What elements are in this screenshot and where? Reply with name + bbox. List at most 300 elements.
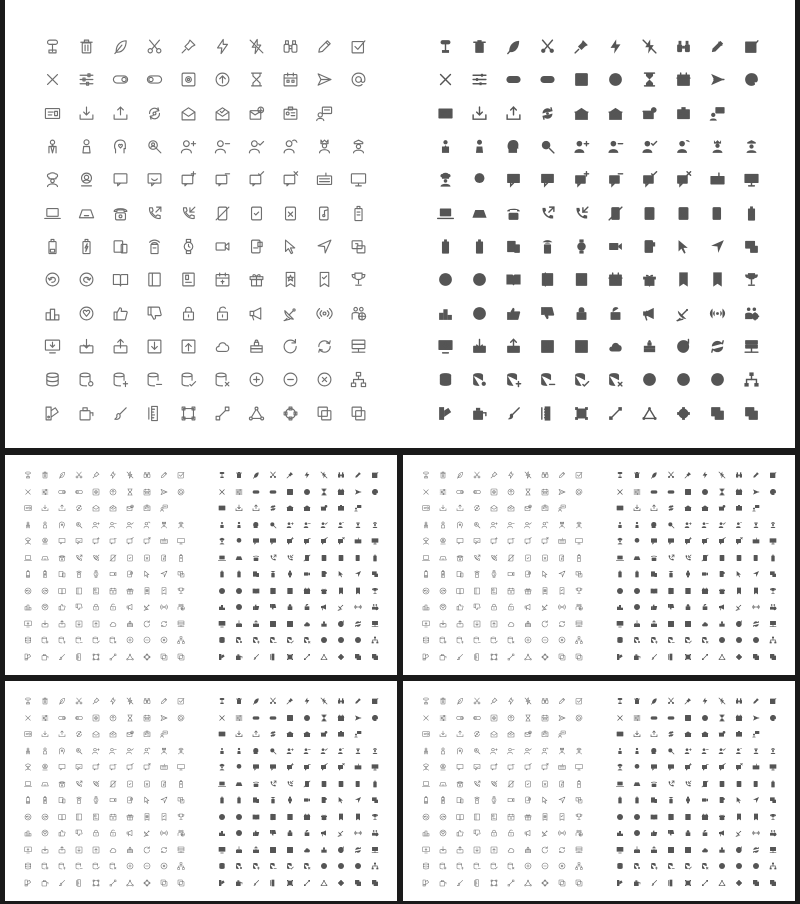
thumbs-up-icon (496, 297, 530, 330)
brush-icon (53, 875, 70, 892)
battery-low-icon (611, 792, 628, 809)
trash-icon (628, 693, 645, 710)
phone-in-icon (485, 776, 502, 793)
toggle-off-icon (662, 710, 679, 727)
database-x-icon (696, 858, 713, 875)
database-gear-icon (628, 858, 645, 875)
keyboard-icon (307, 163, 341, 196)
toggle-off-icon (264, 484, 281, 501)
binoculars-icon (138, 467, 155, 484)
thumbnail-solid-grid (611, 467, 781, 665)
phone-off-icon (205, 197, 239, 230)
chat-x-icon (536, 533, 553, 550)
trophy-icon (172, 809, 189, 826)
chat-add-icon (87, 533, 104, 550)
ribbon-star-icon (138, 583, 155, 600)
broadcast-icon (349, 599, 366, 616)
tablet-check-icon (632, 197, 666, 230)
refresh-icon (730, 842, 747, 859)
send-icon (155, 710, 172, 727)
megaphone-icon (315, 825, 332, 842)
unlock-icon (502, 825, 519, 842)
battery-charge-icon (230, 792, 247, 809)
database-add-icon (247, 632, 264, 649)
circle-nodes-icon (332, 649, 349, 666)
heart-circle-icon (230, 825, 247, 842)
thumbs-up-icon (451, 825, 468, 842)
phone-wifi-icon (264, 792, 281, 809)
podium-icon (19, 825, 36, 842)
podium-icon (611, 599, 628, 616)
sliders-icon (628, 484, 645, 501)
server-lock-icon (519, 842, 536, 859)
server-icon (172, 842, 189, 859)
inbox-in-icon (628, 842, 645, 859)
phone-tablet-icon (53, 792, 70, 809)
megaphone-icon (121, 825, 138, 842)
chat-bubble-icon (247, 533, 264, 550)
trophy-icon (570, 809, 587, 826)
desktop-download-icon (611, 842, 628, 859)
laptop-icon (213, 776, 230, 793)
no-bolt-icon (315, 467, 332, 484)
tablet-x-icon (666, 197, 700, 230)
circle-plus-icon (315, 632, 332, 649)
book-icon (468, 809, 485, 826)
thumbnail-slide-4 (403, 681, 795, 901)
battery-low-icon (19, 792, 36, 809)
user-smile-icon (536, 517, 553, 534)
user-bubble-icon (36, 759, 53, 776)
gift-calendar-icon (502, 583, 519, 600)
user-check-icon (632, 130, 666, 163)
user-bubble-icon (69, 163, 103, 196)
trash-icon (434, 467, 451, 484)
gift-icon (519, 583, 536, 600)
toggle-on-icon (247, 710, 264, 727)
pin-icon (281, 693, 298, 710)
redo-icon (434, 809, 451, 826)
unlock-icon (298, 599, 315, 616)
laptop-icon (611, 550, 628, 567)
people-globe-icon (172, 825, 189, 842)
megaphone-icon (519, 825, 536, 842)
gift-calendar-icon (298, 583, 315, 600)
mail-check-icon (696, 726, 713, 743)
inbox-out-icon (645, 616, 662, 633)
phone-off-icon (502, 776, 519, 793)
inbox-download-icon (36, 500, 53, 517)
toggle-on-icon (103, 63, 137, 96)
video-camera-icon (205, 230, 239, 263)
box-download-icon (530, 330, 564, 363)
database-remove-icon (468, 858, 485, 875)
gift-calendar-icon (205, 263, 239, 296)
database-gear-icon (434, 858, 451, 875)
path-nodes-icon (104, 875, 121, 892)
copy-front-icon (307, 397, 341, 430)
box-download-icon (70, 616, 87, 633)
user-bubble-icon (628, 533, 645, 550)
circle-minus-icon (666, 363, 700, 396)
box-upload-icon (281, 842, 298, 859)
select-box-icon (87, 649, 104, 666)
phone-in-icon (281, 550, 298, 567)
laptop-icon (611, 776, 628, 793)
pencil-icon (553, 693, 570, 710)
no-bolt-icon (632, 30, 666, 63)
shop-sign-icon (19, 467, 36, 484)
path-nodes-icon (298, 649, 315, 666)
shop-sign-icon (417, 693, 434, 710)
circle-plus-icon (632, 363, 666, 396)
tablet-check-icon (713, 550, 730, 567)
phone-off-icon (598, 197, 632, 230)
database-gear-icon (69, 363, 103, 396)
ribbon-check-icon (553, 583, 570, 600)
scissors-icon (137, 30, 171, 63)
at-sign-icon (172, 710, 189, 727)
search-user-icon (137, 130, 171, 163)
book-open-icon (53, 809, 70, 826)
heart-head-icon (53, 743, 70, 760)
no-bolt-icon (315, 693, 332, 710)
circle-x-icon (553, 858, 570, 875)
keyboard-icon (747, 533, 764, 550)
server-lock-icon (315, 842, 332, 859)
user-add-icon (171, 130, 205, 163)
box-upload-icon (87, 842, 104, 859)
people-globe-icon (570, 599, 587, 616)
user-bubble-icon (230, 759, 247, 776)
bolt-icon (502, 693, 519, 710)
brush-icon (645, 875, 662, 892)
user-police-icon (570, 517, 587, 534)
battery-full-icon (366, 550, 383, 567)
toggle-off-icon (468, 710, 485, 727)
solid-icon-grid (428, 30, 768, 430)
ribbon-check-icon (553, 809, 570, 826)
podium-icon (35, 297, 69, 330)
search-user-icon (70, 517, 87, 534)
gift-icon (713, 583, 730, 600)
cursor-icon (536, 566, 553, 583)
ruler-icon (662, 875, 679, 892)
tablet-x-icon (273, 197, 307, 230)
keyboard-icon (553, 533, 570, 550)
sync-badge-icon (70, 726, 87, 743)
user-female-icon (230, 517, 247, 534)
phone-music-icon (307, 197, 341, 230)
satellite-dish-icon (332, 599, 349, 616)
close-icon (213, 710, 230, 727)
heart-circle-icon (230, 599, 247, 616)
binoculars-icon (332, 693, 349, 710)
phone-note-icon (519, 792, 536, 809)
user-crown-icon (747, 517, 764, 534)
database-icon (213, 858, 230, 875)
copy-front-icon (747, 649, 764, 666)
navigation-icon (349, 792, 366, 809)
database-x-icon (696, 632, 713, 649)
satellite-dish-icon (536, 599, 553, 616)
gift-icon (315, 583, 332, 600)
tablet-check-icon (315, 550, 332, 567)
database-x-icon (502, 858, 519, 875)
bolt-icon (298, 467, 315, 484)
user-female-icon (434, 743, 451, 760)
lock-icon (485, 825, 502, 842)
user-bubble-icon (462, 163, 496, 196)
contact-card-icon (730, 500, 747, 517)
brush-icon (451, 649, 468, 666)
chat-remove-icon (696, 533, 713, 550)
phone-tablet-icon (496, 230, 530, 263)
watch-icon (281, 566, 298, 583)
calendar-icon (730, 710, 747, 727)
feather-icon (645, 693, 662, 710)
scissors-icon (70, 693, 87, 710)
search-user-icon (530, 130, 564, 163)
mail-check-icon (696, 500, 713, 517)
sync-icon (349, 616, 366, 633)
no-bolt-icon (713, 693, 730, 710)
ribbon-star-icon (138, 809, 155, 826)
redo-icon (462, 263, 496, 296)
chat-add-icon (564, 163, 598, 196)
sync-badge-icon (264, 726, 281, 743)
thumbs-down-icon (70, 599, 87, 616)
settings-box-icon (87, 484, 104, 501)
redo-icon (628, 809, 645, 826)
trash-icon (36, 693, 53, 710)
chat-check-icon (519, 533, 536, 550)
circle-nodes-icon (730, 875, 747, 892)
chat-remove-icon (205, 163, 239, 196)
laptop-open-icon (230, 550, 247, 567)
video-camera-icon (696, 566, 713, 583)
binoculars-icon (730, 467, 747, 484)
copy-back-icon (366, 875, 383, 892)
chat-check-icon (315, 759, 332, 776)
battery-low-icon (213, 792, 230, 809)
archive-book-icon (171, 263, 205, 296)
hourglass-icon (315, 710, 332, 727)
calendar-icon (536, 484, 553, 501)
upload-circle-icon (502, 484, 519, 501)
laptop-icon (417, 776, 434, 793)
chat-add-icon (679, 759, 696, 776)
desktop-download-icon (213, 616, 230, 633)
calendar-icon (730, 484, 747, 501)
mail-check-icon (598, 97, 632, 130)
select-box-icon (564, 397, 598, 430)
sync-badge-icon (468, 500, 485, 517)
user-remove-icon (104, 743, 121, 760)
feather-icon (645, 467, 662, 484)
archive-book-icon (281, 583, 298, 600)
undo-icon (428, 263, 462, 296)
broadcast-icon (553, 599, 570, 616)
user-check-icon (239, 130, 273, 163)
archive-book-icon (281, 809, 298, 826)
copy-front-icon (349, 875, 366, 892)
chat-check-icon (121, 759, 138, 776)
inbox-out-icon (247, 616, 264, 633)
sliders-icon (230, 484, 247, 501)
circle-minus-icon (536, 632, 553, 649)
pencil-icon (349, 467, 366, 484)
calendar-icon (138, 484, 155, 501)
copy-back-icon (172, 875, 189, 892)
people-globe-icon (734, 297, 768, 330)
user-tie-icon (611, 743, 628, 760)
mail-clock-icon (713, 726, 730, 743)
book-icon (137, 263, 171, 296)
book-icon (468, 583, 485, 600)
feather-icon (496, 30, 530, 63)
inbox-upload-icon (496, 97, 530, 130)
feather-icon (247, 467, 264, 484)
megaphone-icon (315, 599, 332, 616)
chat-add-icon (281, 533, 298, 550)
redo-icon (36, 583, 53, 600)
chat-bubble-icon (451, 759, 468, 776)
database-check-icon (679, 858, 696, 875)
mail-check-icon (104, 500, 121, 517)
bucket-icon (230, 649, 247, 666)
podium-icon (417, 825, 434, 842)
user-check-icon (315, 743, 332, 760)
ribbon-check-icon (747, 809, 764, 826)
user-smile-icon (536, 743, 553, 760)
phone-tablet-icon (247, 566, 264, 583)
toggle-on-icon (451, 484, 468, 501)
close-icon (417, 484, 434, 501)
binoculars-icon (666, 30, 700, 63)
user-remove-icon (502, 517, 519, 534)
phone-music-icon (349, 550, 366, 567)
bolt-icon (696, 693, 713, 710)
circle-x-icon (307, 363, 341, 396)
user-smile-icon (730, 743, 747, 760)
settings-box-icon (281, 710, 298, 727)
navigation-icon (307, 230, 341, 263)
phone-off-icon (696, 550, 713, 567)
chat-user-icon (553, 726, 570, 743)
inbox-upload-icon (53, 726, 70, 743)
phone-out-icon (70, 550, 87, 567)
cursor-icon (730, 566, 747, 583)
server-icon (764, 842, 781, 859)
chat-remove-icon (696, 759, 713, 776)
trophy-icon (172, 583, 189, 600)
phone-wifi-icon (264, 566, 281, 583)
database-add-icon (103, 363, 137, 396)
laptop-open-icon (628, 776, 645, 793)
broadcast-icon (307, 297, 341, 330)
thumbs-down-icon (264, 825, 281, 842)
redo-icon (434, 583, 451, 600)
bucket-icon (69, 397, 103, 430)
circle-minus-icon (138, 858, 155, 875)
sitemap-icon (341, 363, 375, 396)
mail-clock-icon (519, 500, 536, 517)
checkbox-icon (366, 693, 383, 710)
cursor-icon (138, 792, 155, 809)
circle-nodes-icon (138, 875, 155, 892)
user-police-icon (341, 130, 375, 163)
archive-book-icon (564, 263, 598, 296)
mail-check-icon (502, 726, 519, 743)
ruler-icon (662, 649, 679, 666)
chat-smile-icon (70, 759, 87, 776)
send-icon (349, 484, 366, 501)
server-lock-icon (121, 616, 138, 633)
trash-icon (434, 693, 451, 710)
pin-icon (171, 30, 205, 63)
circle-nodes-icon (666, 397, 700, 430)
pencil-icon (349, 693, 366, 710)
laptop-open-icon (69, 197, 103, 230)
redo-icon (230, 809, 247, 826)
inbox-upload-icon (451, 726, 468, 743)
phone-old-icon (247, 550, 264, 567)
video-camera-icon (502, 792, 519, 809)
circle-minus-icon (536, 858, 553, 875)
circle-nodes-icon (332, 875, 349, 892)
id-card-icon (611, 726, 628, 743)
cursor-icon (536, 792, 553, 809)
chat-add-icon (485, 533, 502, 550)
upload-circle-icon (104, 710, 121, 727)
thumbnail-outline-grid (19, 467, 189, 665)
bolt-icon (104, 693, 121, 710)
circle-plus-icon (519, 858, 536, 875)
chat-remove-icon (104, 533, 121, 550)
chat-check-icon (315, 533, 332, 550)
chat-smile-icon (264, 533, 281, 550)
phone-out-icon (264, 776, 281, 793)
shop-sign-icon (19, 693, 36, 710)
sync-icon (747, 616, 764, 633)
checkbox-icon (570, 467, 587, 484)
refresh-icon (332, 842, 349, 859)
shop-sign-icon (417, 467, 434, 484)
refresh-icon (536, 842, 553, 859)
feather-icon (451, 693, 468, 710)
database-add-icon (496, 363, 530, 396)
select-box-icon (485, 649, 502, 666)
watch-icon (679, 792, 696, 809)
monitor-icon (366, 759, 383, 776)
contact-card-icon (730, 726, 747, 743)
chat-add-icon (281, 759, 298, 776)
pin-icon (679, 693, 696, 710)
chat-smile-icon (70, 533, 87, 550)
user-check-icon (121, 517, 138, 534)
copy-back-icon (764, 875, 781, 892)
user-check-icon (121, 743, 138, 760)
chat-smile-icon (468, 533, 485, 550)
chat-user-icon (747, 500, 764, 517)
screen-share-icon (172, 792, 189, 809)
database-x-icon (104, 632, 121, 649)
archive-book-icon (87, 809, 104, 826)
inbox-out-icon (451, 616, 468, 633)
send-icon (747, 484, 764, 501)
chat-user-icon (155, 726, 172, 743)
